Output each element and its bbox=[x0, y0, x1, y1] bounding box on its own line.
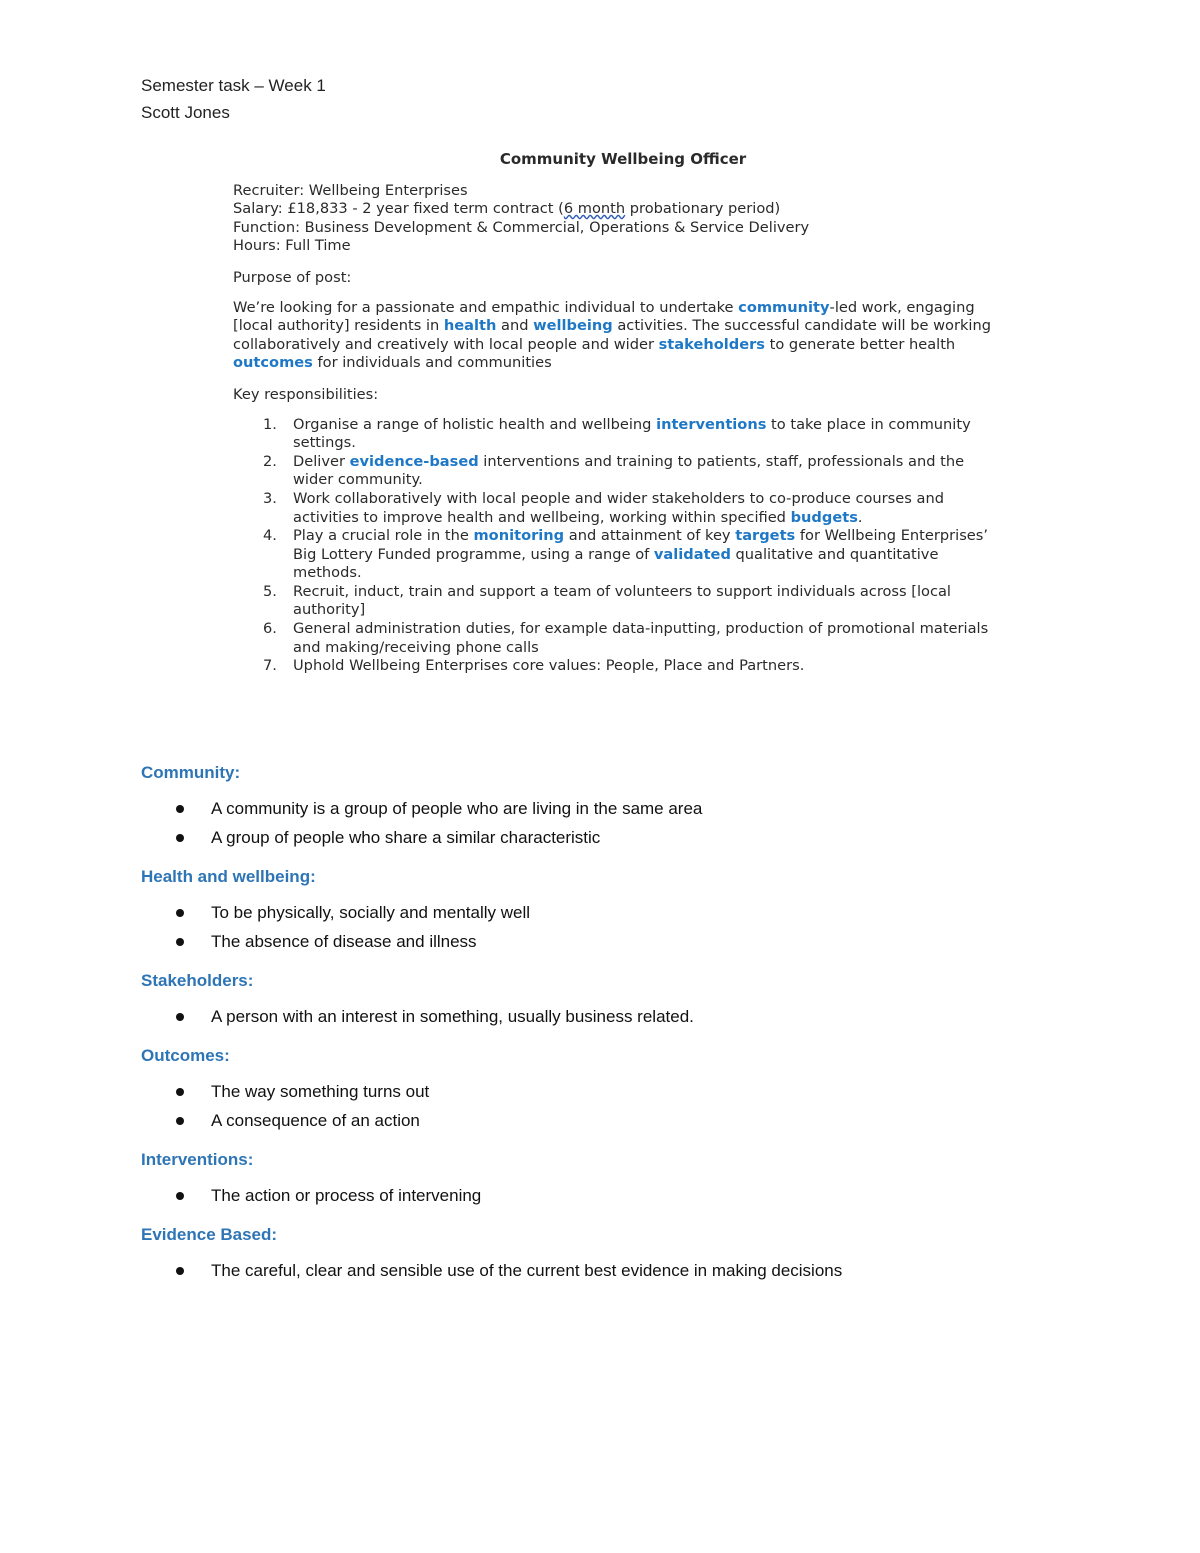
responsibility-item: 6. General administration duties, for example data-inputting, production of promotional materials and making/receiving phone calls bbox=[263, 620, 989, 656]
keyword-budgets: budgets bbox=[790, 508, 858, 526]
bullet-icon bbox=[176, 909, 184, 917]
spelling-flag: 6 month bbox=[563, 200, 626, 218]
term-evidence-based bbox=[141, 1222, 1041, 1285]
definitions-section bbox=[141, 760, 1041, 1297]
term-interventions bbox=[141, 1147, 1041, 1210]
term-community bbox=[141, 760, 1041, 852]
bullet-icon bbox=[176, 938, 184, 946]
bullet-icon bbox=[176, 1117, 184, 1125]
keyword-monitoring: monitoring bbox=[473, 527, 565, 545]
bullet-list bbox=[141, 1077, 1041, 1135]
keyword-targets: targets bbox=[735, 527, 796, 545]
bullet-icon bbox=[176, 805, 184, 813]
responsibilities-heading: Key responsibilities: bbox=[233, 385, 379, 403]
responsibility-item: 2. Deliver evidence-based interventions and training to patients, staff, professionals and the wider community. bbox=[263, 452, 965, 489]
document-header bbox=[141, 72, 326, 126]
bullet-list bbox=[141, 898, 1041, 956]
function-line: Function: Business Development & Commercial, Operations & Service Delivery bbox=[233, 218, 810, 236]
term-outcomes bbox=[141, 1043, 1041, 1135]
bullet-list bbox=[141, 794, 1041, 852]
hours-line: Hours: Full Time bbox=[233, 237, 351, 255]
bullet-item: To be physically, socially and mentally well bbox=[141, 898, 1041, 927]
bullet-icon bbox=[176, 1013, 184, 1021]
job-advert-image bbox=[233, 150, 993, 676]
keyword-interventions: interventions bbox=[656, 415, 767, 433]
bullet-icon bbox=[176, 834, 184, 842]
bullet-icon bbox=[176, 1088, 184, 1096]
term-heading: Outcomes: bbox=[141, 1046, 230, 1065]
bullet-item: The absence of disease and illness bbox=[141, 927, 1041, 956]
purpose-heading: Purpose of post: bbox=[233, 268, 352, 286]
bullet-icon bbox=[176, 1267, 184, 1275]
bullet-item: The way something turns out bbox=[141, 1077, 1041, 1106]
term-heading: Stakeholders: bbox=[141, 971, 254, 990]
term-health-and-wellbeing bbox=[141, 864, 1041, 956]
responsibility-item: 1. Organise a range of holistic health and wellbeing interventions to take place in community settings. bbox=[263, 415, 971, 452]
keyword-validated: validated bbox=[653, 545, 731, 563]
term-heading: Evidence Based: bbox=[141, 1225, 278, 1244]
keyword-health: health bbox=[443, 317, 497, 335]
keyword-evidence-based: evidence-based bbox=[349, 452, 479, 470]
keyword-outcomes: outcomes bbox=[233, 354, 313, 372]
bullet-list bbox=[141, 1256, 1041, 1285]
term-stakeholders bbox=[141, 968, 1041, 1031]
keyword-stakeholders: stakeholders bbox=[658, 335, 765, 353]
responsibility-item: 7. Uphold Wellbeing Enterprises core values: People, Place and Partners. bbox=[263, 657, 805, 675]
bullet-list bbox=[141, 1002, 1041, 1031]
bullet-item: A community is a group of people who are living in the same area bbox=[141, 794, 1041, 823]
assignment-title: Semester task – Week 1 bbox=[141, 76, 326, 95]
salary-line: Salary: £18,833 - 2 year fixed term contract (6 month probationary period) bbox=[233, 200, 781, 218]
bullet-list bbox=[141, 1181, 1041, 1210]
author-name: Scott Jones bbox=[141, 103, 230, 122]
responsibility-item: 4. Play a crucial role in the monitoring and attainment of key targets for Wellbeing Enterprises’ Big Lottery Funded programme, using a range of validated qualitative and quantitative methods. bbox=[263, 527, 989, 582]
bullet-item: A group of people who share a similar characteristic bbox=[141, 823, 1041, 852]
bullet-item: The careful, clear and sensible use of the current best evidence in making decisions bbox=[141, 1256, 1041, 1285]
keyword-community: community bbox=[738, 298, 830, 316]
bullet-icon bbox=[176, 1192, 184, 1200]
responsibility-item: 5. Recruit, induct, train and support a team of volunteers to support individuals across [local authority] bbox=[263, 582, 951, 619]
responsibilities-list bbox=[233, 416, 993, 676]
bullet-item: A consequence of an action bbox=[141, 1106, 1041, 1135]
job-title: Community Wellbeing Officer bbox=[499, 150, 747, 168]
recruiter-line: Recruiter: Wellbeing Enterprises bbox=[233, 181, 468, 199]
purpose-paragraph: We’re looking for a passionate and empathic individual to undertake community-led work, engaging [local authority] residents in health and wellbeing activities. The successful candidate will be working collaboratively and creatively with local people and wider stakeholders to generate better health outcomes for individuals and communities bbox=[233, 298, 991, 372]
keyword-wellbeing: wellbeing bbox=[533, 317, 613, 335]
term-heading: Health and wellbeing: bbox=[141, 867, 316, 886]
bullet-item: A person with an interest in something, usually business related. bbox=[141, 1002, 1041, 1031]
term-heading: Interventions: bbox=[141, 1150, 254, 1169]
bullet-item: The action or process of intervening bbox=[141, 1181, 1041, 1210]
job-details bbox=[233, 182, 993, 256]
term-heading: Community: bbox=[141, 763, 241, 782]
responsibility-item: 3. Work collaboratively with local people and wider stakeholders to co-produce courses and activities to improve health and wellbeing, working within specified budgets. bbox=[263, 489, 944, 526]
